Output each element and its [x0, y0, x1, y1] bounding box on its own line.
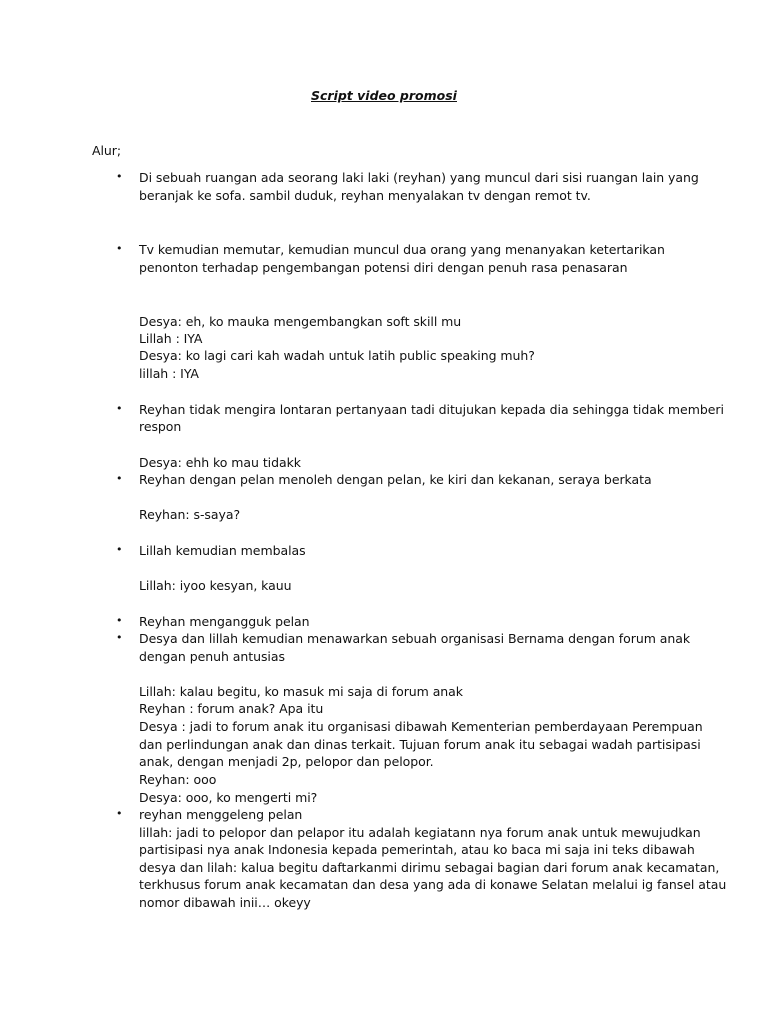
bullet-icon: •	[116, 543, 123, 556]
bullet-icon: •	[116, 631, 123, 644]
paragraph-line: Lillah kemudian membalas	[139, 543, 306, 558]
dialogue-line: Reyhan: ooo	[139, 772, 217, 787]
dialogue-line: lillah : IYA	[139, 366, 199, 381]
paragraph-line: respon	[139, 419, 182, 434]
bullet-icon: •	[116, 807, 123, 820]
paragraph-line: penonton terhadap pengembangan potensi diri dengan penuh rasa penasaran	[139, 260, 628, 275]
dialogue-line: Desya: ko lagi cari kah wadah untuk latih public speaking muh?	[139, 348, 535, 363]
paragraph-line: Di sebuah ruangan ada seorang laki laki (reyhan) yang muncul dari sisi ruangan lain yang	[139, 170, 699, 185]
paragraph-line: lillah: jadi to pelopor dan pelapor itu adalah kegiatann nya forum anak untuk mewujudkan	[139, 825, 701, 840]
paragraph-line: Desya dan lillah kemudian menawarkan sebuah organisasi Bernama dengan forum anak	[139, 631, 691, 646]
paragraph-line: Reyhan dengan pelan menoleh dengan pelan, ke kiri dan kekanan, seraya berkata	[139, 472, 652, 487]
paragraph-line: dengan penuh antusias	[139, 649, 285, 664]
paragraph-line: terkhusus forum anak kecamatan dan desa yang ada di konawe Selatan melalui ig fansel atau	[139, 877, 727, 892]
paragraph-line: partisipasi nya anak Indonesia kepada pemerintah, atau ko baca mi saja ini teks dibawah	[139, 842, 695, 857]
dialogue-line: Desya: ehh ko mau tidakk	[139, 455, 301, 470]
dialogue-line: Reyhan : forum anak? Apa itu	[139, 701, 324, 716]
paragraph-line: desya dan lilah: kalua begitu daftarkanmi dirimu sebagai bagian dari forum anak kecamatan,	[139, 860, 720, 875]
bullet-icon: •	[116, 402, 123, 415]
dialogue-line: anak, dengan menjadi 2p, pelopor dan pelopor.	[139, 754, 434, 769]
bullet-icon: •	[116, 472, 123, 485]
dialogue-line: Desya : jadi to forum anak itu organisasi dibawah Kementerian pemberdayaan Perempuan	[139, 719, 703, 734]
paragraph-line: reyhan menggeleng pelan	[139, 807, 303, 822]
bullet-icon: •	[116, 614, 123, 627]
dialogue-line: Desya: ooo, ko mengerti mi?	[139, 790, 318, 805]
dialogue-line: Desya: eh, ko mauka mengembangkan soft skill mu	[139, 314, 462, 329]
paragraph-line: Reyhan mengangguk pelan	[139, 614, 310, 629]
paragraph-line: nomor dibawah inii… okeyy	[139, 895, 311, 910]
alur-label: Alur;	[92, 143, 122, 158]
dialogue-line: dan perlindungan anak dan dinas terkait. Tujuan forum anak itu sebagai wadah partisipasi	[139, 737, 701, 752]
dialogue-line: Lillah: kalau begitu, ko masuk mi saja di forum anak	[139, 684, 463, 699]
bullet-icon: •	[116, 242, 123, 255]
paragraph-line: Reyhan tidak mengira lontaran pertanyaan tadi ditujukan kepada dia sehingga tidak memberi	[139, 402, 724, 417]
dialogue-line: Reyhan: s-saya?	[139, 507, 241, 522]
paragraph-line: Tv kemudian memutar, kemudian muncul dua orang yang menanyakan ketertarikan	[139, 242, 665, 257]
dialogue-line: Lillah: iyoo kesyan, kauu	[139, 578, 292, 593]
dialogue-line: Lillah : IYA	[139, 331, 203, 346]
paragraph-line: beranjak ke sofa. sambil duduk, reyhan menyalakan tv dengan remot tv.	[139, 188, 591, 203]
bullet-icon: •	[116, 170, 123, 183]
document-title: Script video promosi	[311, 88, 457, 103]
